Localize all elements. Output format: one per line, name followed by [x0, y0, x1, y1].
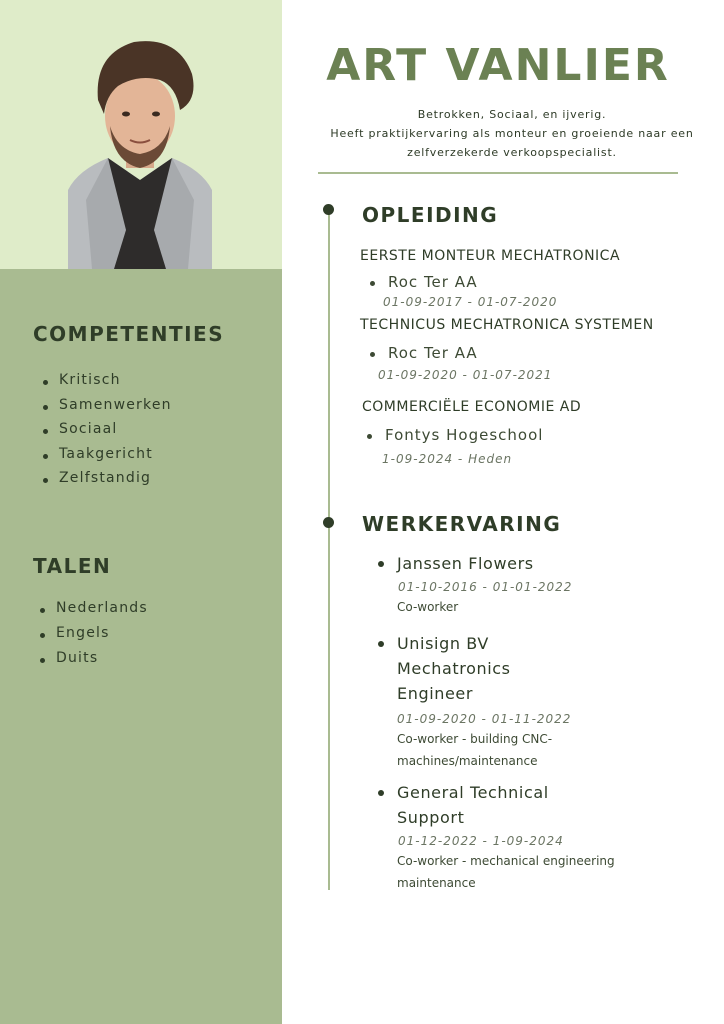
education-dates: 1-09-2024 - Heden [382, 452, 513, 466]
education-school: Fontys Hogeschool [367, 426, 543, 444]
timeline-dot-werkervaring [323, 517, 334, 528]
list-item: Sociaal [43, 421, 172, 446]
education-title: EERSTE MONTEUR MECHATRONICA [360, 248, 621, 264]
timeline-line [328, 210, 330, 890]
list-item: Taakgericht [43, 446, 172, 471]
job-title-line: Janssen Flowers [397, 554, 534, 573]
profile-photo [68, 30, 212, 269]
job-description [397, 728, 552, 772]
education-school: Roc Ter AA [370, 273, 478, 291]
tagline [318, 105, 706, 162]
competenties-list [43, 372, 172, 495]
tagline-line: Betrokken, Sociaal, en ijverig. [417, 108, 607, 121]
competenties-heading: COMPETENTIES [33, 322, 225, 346]
job-description-line: maintenance [397, 876, 476, 890]
job-description-line: Co-worker - building CNC- [397, 732, 553, 746]
list-item: Samenwerken [43, 397, 172, 422]
job-title [378, 780, 549, 830]
timeline-dot-opleiding [323, 204, 334, 215]
job-description [397, 596, 458, 618]
job-dates: 01-09-2020 - 01-11-2022 [397, 712, 572, 726]
job-description [397, 850, 615, 894]
list-item: Zelfstandig [43, 470, 172, 495]
job-title-line: Unisign BV [397, 634, 489, 653]
talen-list [40, 600, 148, 675]
education-title: COMMERCIËLE ECONOMIE AD [362, 399, 582, 415]
list-item: Duits [40, 650, 148, 675]
list-item: Kritisch [43, 372, 172, 397]
list-item: Engels [40, 625, 148, 650]
education-school: Roc Ter AA [370, 344, 478, 362]
education-dates: 01-09-2017 - 01-07-2020 [383, 295, 558, 309]
job-title-line: Mechatronics [397, 659, 511, 678]
education-title: TECHNICUS MECHATRONICA SYSTEMEN [360, 317, 654, 333]
header-divider [318, 172, 678, 174]
job-title-line: Engineer [397, 684, 474, 703]
job-description-line: Co-worker [397, 600, 459, 614]
job-dates: 01-12-2022 - 1-09-2024 [398, 834, 564, 848]
job-description-line: Co-worker - mechanical engineering [397, 854, 615, 868]
job-title [378, 631, 511, 706]
education-dates: 01-09-2020 - 01-07-2021 [378, 368, 553, 382]
job-dates: 01-10-2016 - 01-01-2022 [398, 580, 573, 594]
werkervaring-heading: WERKERVARING [362, 512, 562, 536]
list-item: Nederlands [40, 600, 148, 625]
talen-heading: TALEN [33, 554, 112, 578]
opleiding-heading: OPLEIDING [362, 203, 499, 227]
job-description-line: machines/maintenance [397, 754, 538, 768]
tagline-line: zelfverzekerde verkoopspecialist. [407, 146, 617, 159]
job-title-line: General Technical [397, 783, 549, 802]
job-title [378, 551, 534, 576]
job-title-line: Support [397, 808, 465, 827]
candidate-name: ART VANLIER [326, 40, 670, 91]
tagline-line: Heeft praktijkervaring als monteur en groeiende naar een [330, 127, 694, 140]
